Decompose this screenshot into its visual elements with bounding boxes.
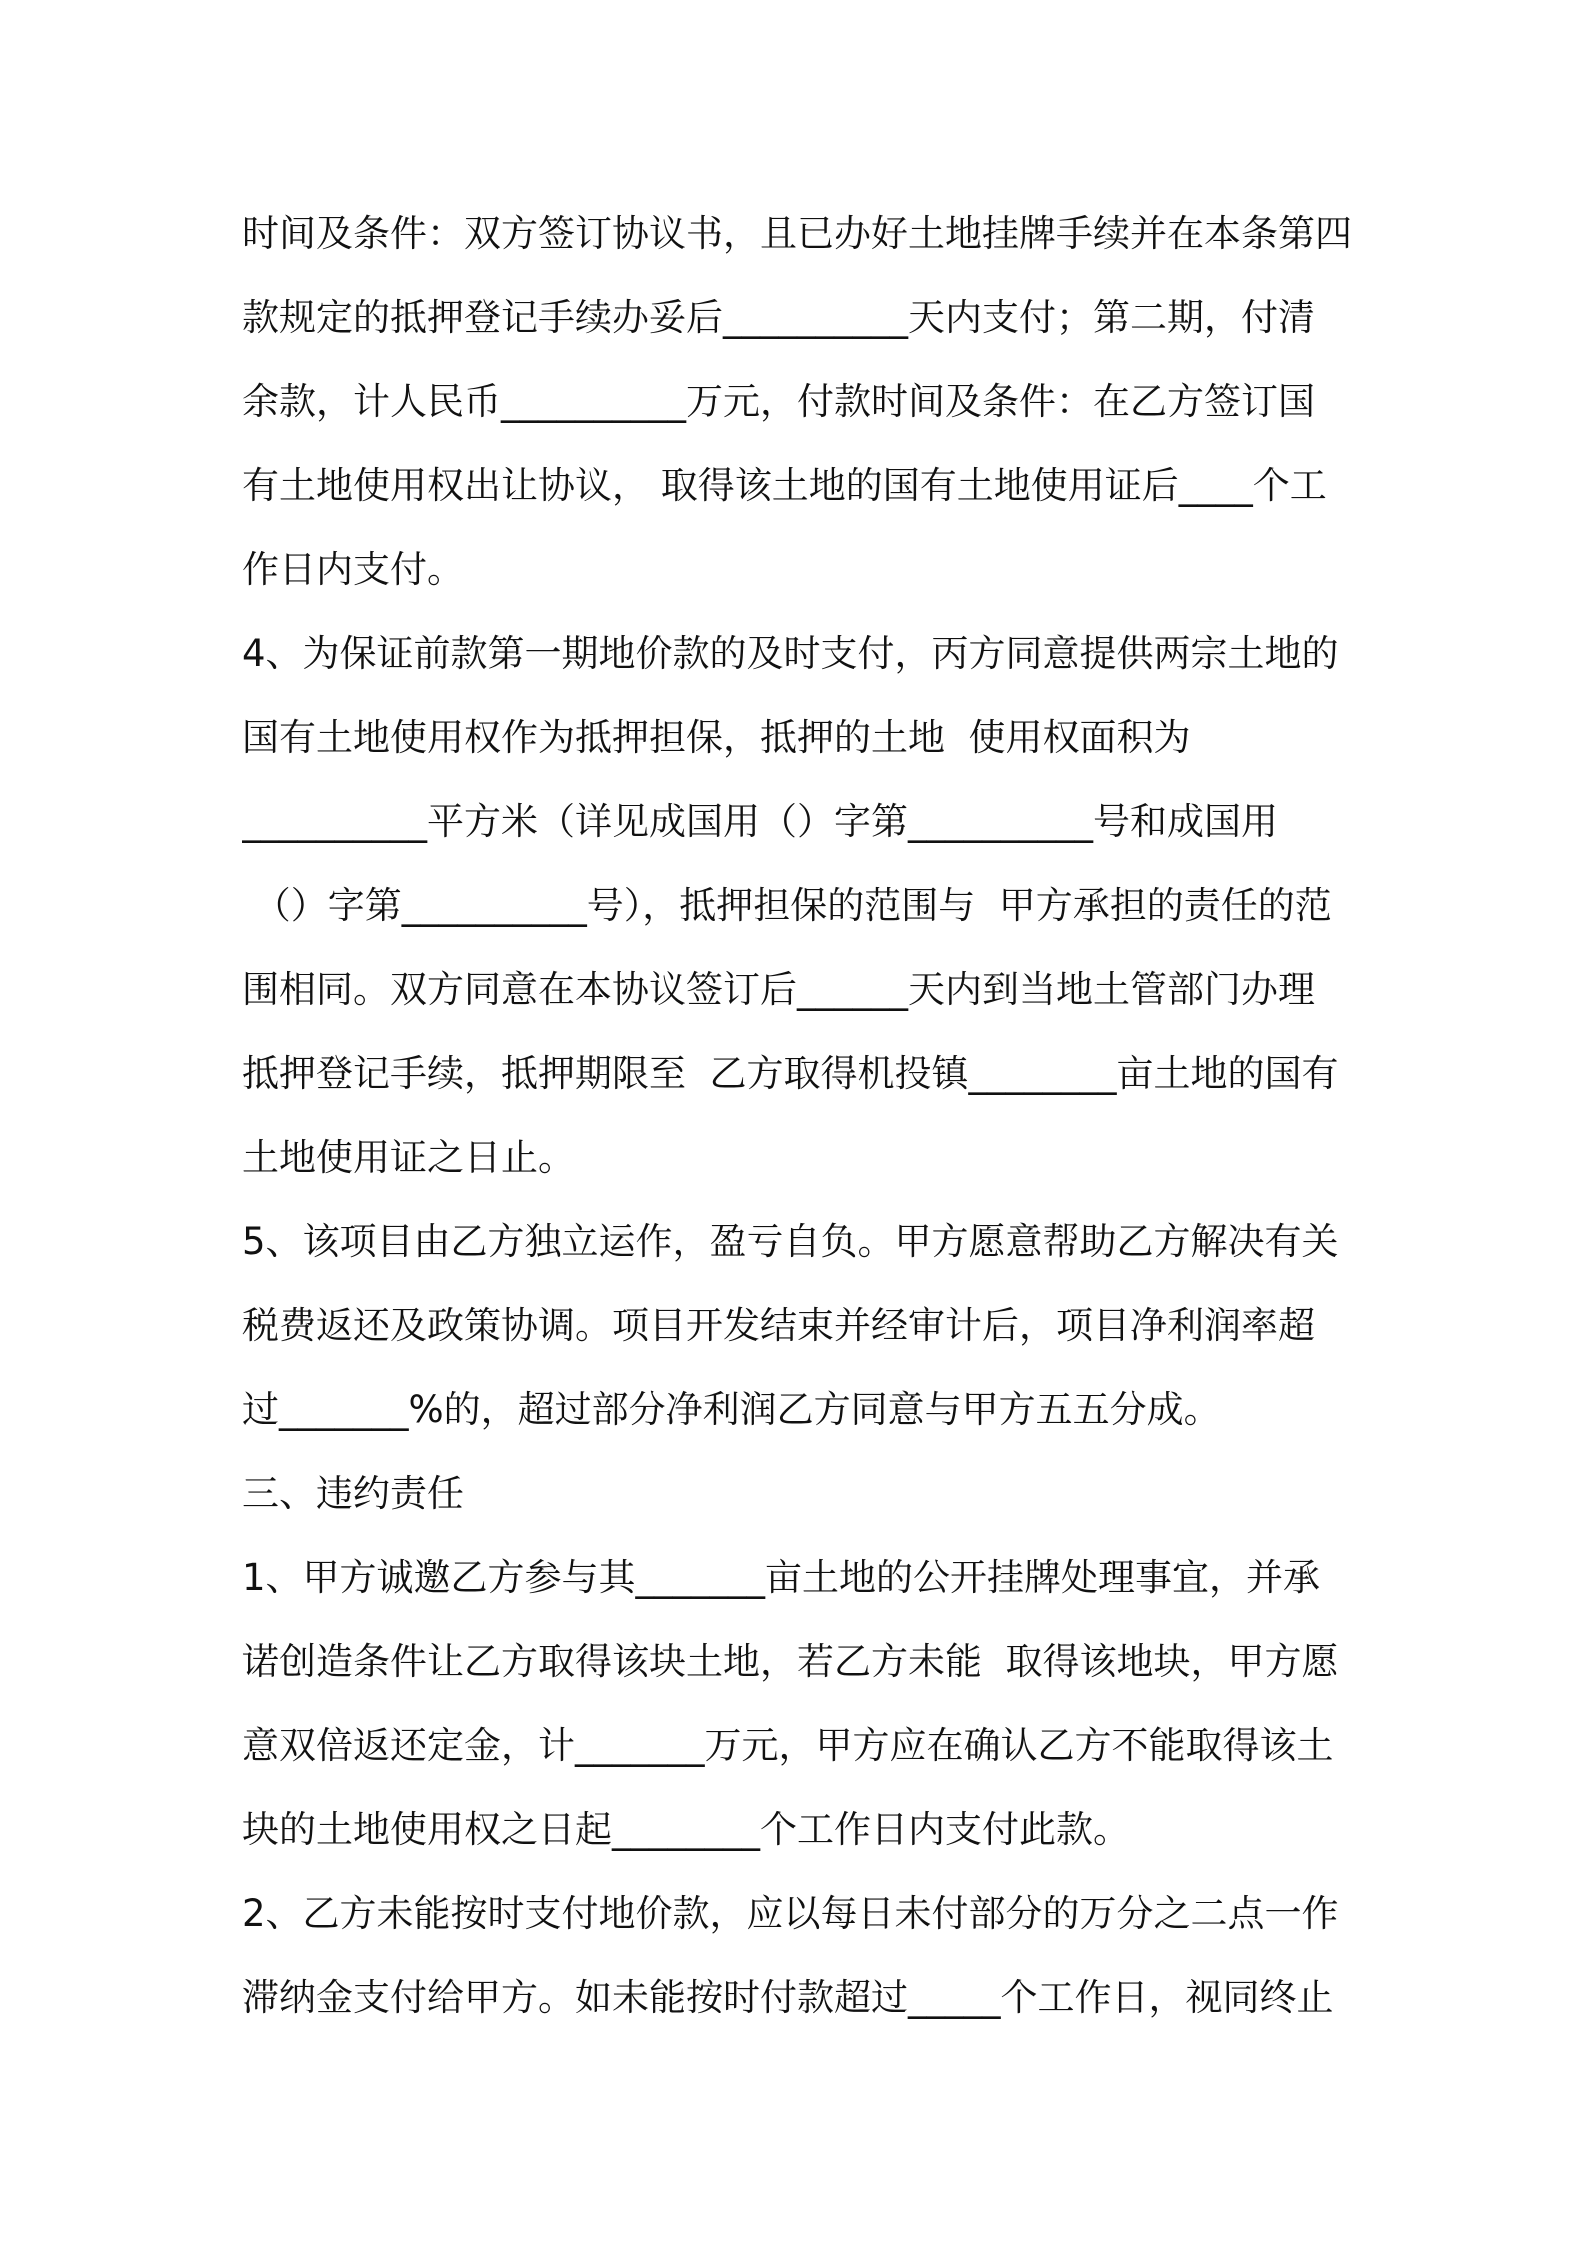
text-line: 国有土地使用权作为抵押担保，抵押的土地 使用权面积为 — [242, 716, 1191, 759]
section-heading: 三、违约责任 — [242, 1472, 464, 1515]
clause-1-line: 1、甲方诚邀乙方参与其_______亩土地的公开挂牌处理事宜，并承 — [242, 1556, 1321, 1599]
text-line: 时间及条件：双方签订协议书，且已办好土地挂牌手续并在本条第四 — [242, 212, 1352, 255]
text-line: 块的土地使用权之日起________个工作日内支付此款。 — [242, 1808, 1130, 1851]
text-line: 余款，计人民币__________万元，付款时间及条件：在乙方签订国 — [242, 380, 1315, 423]
text-line: 诺创造条件让乙方取得该块土地，若乙方未能 取得该地块，甲方愿 — [242, 1640, 1339, 1683]
text-line: __________平方米（详见成国用（）字第__________号和成国用 — [242, 800, 1278, 843]
text-line: 滞纳金支付给甲方。如未能按时付款超过_____个工作日，视同终止 — [242, 1976, 1334, 2019]
text-line: 土地使用证之日止。 — [242, 1136, 575, 1179]
text-line: 作日内支付。 — [242, 548, 464, 591]
contract-body-text — [242, 192, 1352, 2040]
text-line: 税费返还及政策协调。项目开发结束并经审计后，项目净利润率超 — [242, 1304, 1315, 1347]
text-line: 款规定的抵押登记手续办妥后__________天内支付；第二期，付清 — [242, 296, 1315, 339]
text-line: 抵押登记手续，抵押期限至 乙方取得机投镇________亩土地的国有 — [242, 1052, 1339, 1095]
text-line: 有土地使用权出让协议， 取得该土地的国有土地使用证后____个工 — [242, 464, 1327, 507]
clause-5-line: 5、该项目由乙方独立运作，盈亏自负。甲方愿意帮助乙方解决有关 — [242, 1220, 1339, 1263]
clause-4-line: 4、为保证前款第一期地价款的及时支付，丙方同意提供两宗土地的 — [242, 632, 1339, 675]
text-line: 围相同。双方同意在本协议签订后______天内到当地土管部门办理 — [242, 968, 1315, 1011]
clause-2-line: 2、乙方未能按时支付地价款，应以每日未付部分的万分之二点一作 — [242, 1892, 1339, 1935]
text-line: （）字第__________号），抵押担保的范围与 甲方承担的责任的范 — [242, 884, 1332, 927]
text-line: 过_______%的，超过部分净利润乙方同意与甲方五五分成。 — [242, 1388, 1221, 1431]
text-line: 意双倍返还定金，计_______万元，甲方应在确认乙方不能取得该土 — [242, 1724, 1334, 1767]
